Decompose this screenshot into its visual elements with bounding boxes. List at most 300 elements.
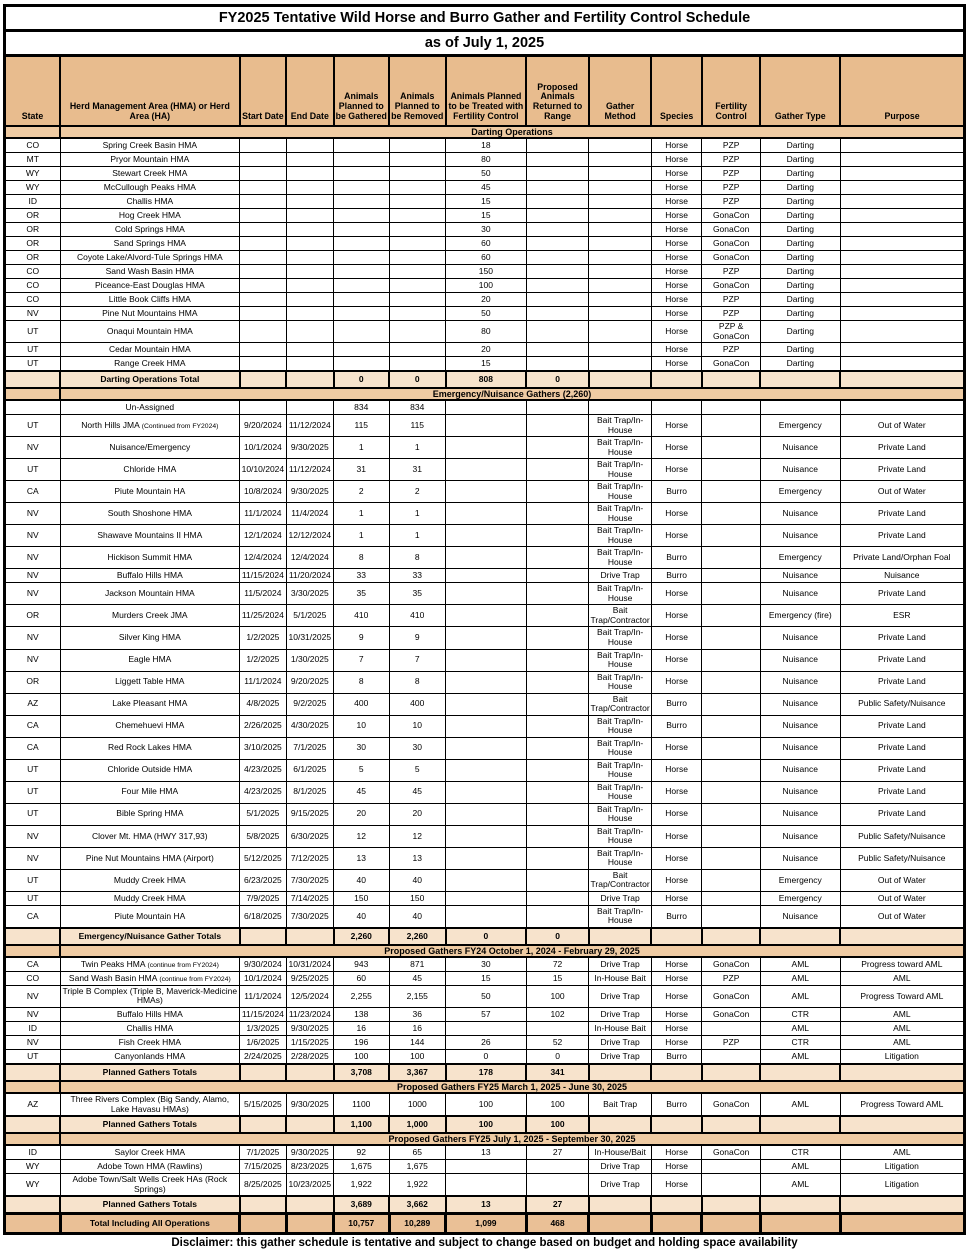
cell-state: UT: [5, 781, 61, 803]
section-title: Proposed Gathers FY25 July 1, 2025 - September 30, 2025: [60, 1133, 965, 1145]
cell-hma: [60, 195, 240, 209]
cell-start-date: 10/1/2024: [240, 437, 286, 459]
cell-returned: [526, 343, 589, 357]
cell-state: NV: [5, 503, 61, 525]
cell-hma: [60, 1007, 240, 1021]
cell-start-date: 10/1/2024: [240, 971, 286, 985]
cell-gathered: 31: [334, 459, 390, 481]
cell-gather-method: [589, 153, 652, 167]
cell-gathered: 3,689: [334, 1196, 390, 1214]
cell-species: Horse: [651, 671, 701, 693]
cell-state: OR: [5, 671, 61, 693]
cell-purpose: [840, 138, 964, 153]
cell-state: CA: [5, 737, 61, 759]
cell-returned: [526, 869, 589, 891]
cell-end-date: [286, 167, 333, 181]
cell-treated: 20: [446, 293, 527, 307]
cell-gathered: 35: [334, 583, 390, 605]
cell-state: WY: [5, 1174, 61, 1197]
cell-removed: 8: [389, 671, 446, 693]
table-row: [5, 737, 965, 759]
cell-species: Horse: [651, 251, 701, 265]
cell-hma: [60, 525, 240, 547]
cell-gather-method: Bait Trap/In-House: [589, 737, 652, 759]
cell-hma: [60, 905, 240, 928]
cell-purpose: Public Safety/Nuisance: [840, 825, 964, 847]
cell-species: Horse: [651, 415, 701, 437]
total-label: Emergency/Nuisance Gather Totals: [60, 928, 240, 945]
cell-treated: 30: [446, 223, 527, 237]
cell-gathered: 1: [334, 437, 390, 459]
cell-state: CO: [5, 279, 61, 293]
cell-gather-type: Darting: [760, 223, 840, 237]
cell-gathered: [334, 265, 390, 279]
cell-returned: [526, 825, 589, 847]
cell-returned: 0: [526, 928, 589, 945]
cell-purpose: Private Land: [840, 503, 964, 525]
cell-returned: 468: [526, 1214, 589, 1234]
cell-treated: [446, 781, 527, 803]
cell-state: CA: [5, 481, 61, 503]
cell-returned: [526, 891, 589, 905]
table-row: [5, 437, 965, 459]
cell-treated: [446, 481, 527, 503]
cell-state: [5, 1116, 61, 1133]
cell-gather-method: Bait Trap/In-House: [589, 825, 652, 847]
cell-gathered: 2,255: [334, 985, 390, 1007]
hma-name: Adobe Town/Salt Wells Creek HAs (Rock Springs): [72, 1174, 228, 1194]
table-row: [5, 957, 965, 972]
cell-fertility-control: [702, 503, 761, 525]
cell-purpose: [840, 223, 964, 237]
cell-gather-type: Darting: [760, 265, 840, 279]
cell-end-date: 9/2/2025: [286, 693, 333, 715]
cell-treated: [446, 649, 527, 671]
column-header-hma: Herd Management Area (HMA) or Herd Area (HA): [60, 56, 240, 127]
cell-removed: 10: [389, 715, 446, 737]
cell-purpose: [840, 279, 964, 293]
cell-gather-method: [589, 928, 652, 945]
cell-treated: 15: [446, 209, 527, 223]
cell-treated: 50: [446, 167, 527, 181]
cell-removed: 1: [389, 437, 446, 459]
column-header-species: Species: [651, 56, 701, 127]
cell-hma: [60, 223, 240, 237]
cell-purpose: [840, 357, 964, 372]
cell-gathered: 0: [334, 371, 390, 388]
hma-note: (Continued from FY2024): [141, 422, 219, 430]
hma-name: Silver King HMA: [118, 632, 181, 643]
cell-fertility-control: GonaCon: [702, 209, 761, 223]
cell-treated: [446, 1021, 527, 1035]
cell-treated: 45: [446, 181, 527, 195]
cell-end-date: 5/1/2025: [286, 605, 333, 627]
cell-returned: [526, 605, 589, 627]
cell-gather-type: Darting: [760, 138, 840, 153]
cell-gather-type: CTR: [760, 1035, 840, 1049]
cell-start-date: [240, 251, 286, 265]
cell-purpose: Private Land: [840, 715, 964, 737]
cell-species: Horse: [651, 307, 701, 321]
cell-fertility-control: GonaCon: [702, 1093, 761, 1116]
cell-state: CA: [5, 957, 61, 972]
cell-purpose: Out of Water: [840, 905, 964, 928]
cell-gathered: 196: [334, 1035, 390, 1049]
cell-hma: [60, 293, 240, 307]
cell-gather-type: Nuisance: [760, 671, 840, 693]
cell-start-date: [240, 195, 286, 209]
cell-hma: [60, 971, 240, 985]
hma-note: (continue from FY2024): [147, 961, 219, 969]
cell-gather-method: Drive Trap: [589, 1035, 652, 1049]
cell-fertility-control: [702, 583, 761, 605]
cell-hma: [60, 847, 240, 869]
cell-gather-method: Drive Trap: [589, 1007, 652, 1021]
cell-end-date: [286, 181, 333, 195]
cell-gather-type: [760, 371, 840, 388]
cell-end-date: 1/30/2025: [286, 649, 333, 671]
cell-start-date: [240, 307, 286, 321]
cell-start-date: 4/23/2025: [240, 781, 286, 803]
cell-end-date: 4/30/2025: [286, 715, 333, 737]
cell-end-date: 9/30/2025: [286, 1021, 333, 1035]
cell-removed: 45: [389, 971, 446, 985]
cell-removed: 0: [389, 371, 446, 388]
cell-end-date: 1/15/2025: [286, 1035, 333, 1049]
cell-fertility-control: [702, 671, 761, 693]
cell-purpose: [840, 343, 964, 357]
cell-gather-type: Darting: [760, 237, 840, 251]
cell-fertility-control: [702, 847, 761, 869]
cell-start-date: [240, 293, 286, 307]
cell-state: OR: [5, 251, 61, 265]
cell-treated: 80: [446, 153, 527, 167]
table-row: [5, 343, 965, 357]
cell-state: CO: [5, 971, 61, 985]
cell-returned: [526, 759, 589, 781]
cell-treated: 1,099: [446, 1214, 527, 1234]
cell-gathered: 30: [334, 737, 390, 759]
cell-gather-method: In-House Bait: [589, 971, 652, 985]
cell-species: Burro: [651, 715, 701, 737]
cell-species: Horse: [651, 759, 701, 781]
cell-gather-type: Nuisance: [760, 847, 840, 869]
cell-gathered: 1: [334, 503, 390, 525]
cell-removed: [389, 251, 446, 265]
cell-purpose: Out of Water: [840, 415, 964, 437]
cell-gathered: 943: [334, 957, 390, 972]
cell-end-date: [286, 279, 333, 293]
cell-hma: [60, 181, 240, 195]
cell-removed: 10,289: [389, 1214, 446, 1234]
cell-gather-method: [589, 321, 652, 343]
table-row: [5, 279, 965, 293]
cell-removed: 40: [389, 905, 446, 928]
cell-end-date: 9/30/2025: [286, 1093, 333, 1116]
table-row: [5, 1093, 965, 1116]
cell-removed: 8: [389, 547, 446, 569]
cell-treated: [446, 715, 527, 737]
hma-name: Coyote Lake/Alvord-Tule Springs HMA: [76, 251, 223, 262]
section-total-row: [5, 1196, 965, 1214]
cell-gathered: 410: [334, 605, 390, 627]
cell-purpose: [840, 307, 964, 321]
cell-species: Horse: [651, 1035, 701, 1049]
cell-species: Horse: [651, 1160, 701, 1174]
cell-removed: 5: [389, 759, 446, 781]
cell-gather-type: [760, 1116, 840, 1133]
cell-hma: [60, 985, 240, 1007]
cell-gathered: 2,260: [334, 928, 390, 945]
table-row: [5, 293, 965, 307]
cell-gathered: 400: [334, 693, 390, 715]
cell-end-date: [286, 209, 333, 223]
cell-gather-type: Nuisance: [760, 583, 840, 605]
cell-removed: 2: [389, 481, 446, 503]
cell-end-date: 3/30/2025: [286, 583, 333, 605]
cell-purpose: [840, 400, 964, 415]
hma-name: Murders Creek JMA: [112, 610, 188, 621]
cell-start-date: [240, 237, 286, 251]
cell-purpose: [840, 321, 964, 343]
table-row: [5, 1049, 965, 1064]
cell-species: Horse: [651, 293, 701, 307]
cell-fertility-control: [702, 1049, 761, 1064]
cell-hma: [60, 415, 240, 437]
cell-hma: [60, 1145, 240, 1160]
cell-end-date: 11/20/2024: [286, 569, 333, 583]
cell-removed: 1,922: [389, 1174, 446, 1197]
cell-purpose: [840, 167, 964, 181]
table-row: [5, 181, 965, 195]
cell-returned: 102: [526, 1007, 589, 1021]
cell-treated: 178: [446, 1064, 527, 1081]
cell-species: Horse: [651, 891, 701, 905]
cell-removed: [389, 279, 446, 293]
cell-start-date: [240, 181, 286, 195]
cell-end-date: 9/30/2025: [286, 437, 333, 459]
cell-returned: [526, 237, 589, 251]
cell-start-date: 5/8/2025: [240, 825, 286, 847]
hma-name: Piceance-East Douglas HMA: [95, 279, 205, 290]
cell-gather-method: [589, 167, 652, 181]
cell-gather-method: [589, 1196, 652, 1214]
cell-gather-type: AML: [760, 985, 840, 1007]
cell-fertility-control: [702, 400, 761, 415]
table-row: [5, 167, 965, 181]
cell-hma: [60, 649, 240, 671]
hma-name: Three Rivers Complex (Big Sandy, Alamo, Lake Havasu HMAs): [70, 1094, 230, 1114]
cell-treated: [446, 891, 527, 905]
cell-hma: [60, 1021, 240, 1035]
cell-state: AZ: [5, 1093, 61, 1116]
cell-start-date: [240, 209, 286, 223]
column-header-gathered: Animals Planned to be Gathered: [334, 56, 390, 127]
cell-end-date: [286, 293, 333, 307]
cell-treated: [446, 437, 527, 459]
cell-hma: [60, 1174, 240, 1197]
cell-purpose: Out of Water: [840, 481, 964, 503]
cell-species: [651, 1196, 701, 1214]
cell-state: UT: [5, 343, 61, 357]
cell-removed: [389, 343, 446, 357]
cell-gather-type: Nuisance: [760, 459, 840, 481]
cell-gather-method: Bait Trap/In-House: [589, 649, 652, 671]
cell-fertility-control: [702, 1064, 761, 1081]
cell-gather-method: [589, 223, 652, 237]
cell-start-date: 2/24/2025: [240, 1049, 286, 1064]
cell-returned: [526, 547, 589, 569]
cell-species: Horse: [651, 153, 701, 167]
cell-purpose: Litigation: [840, 1049, 964, 1064]
cell-gather-type: Nuisance: [760, 825, 840, 847]
cell-end-date: 12/4/2024: [286, 547, 333, 569]
cell-species: Horse: [651, 971, 701, 985]
hma-name: Liggett Table HMA: [115, 676, 185, 687]
cell-species: Horse: [651, 627, 701, 649]
table-row: [5, 307, 965, 321]
cell-gather-type: [760, 928, 840, 945]
cell-gathered: [334, 209, 390, 223]
cell-state: UT: [5, 869, 61, 891]
cell-gather-method: [589, 357, 652, 372]
cell-gather-type: CTR: [760, 1007, 840, 1021]
hma-name: Little Book Cliffs HMA: [108, 293, 191, 304]
cell-treated: [446, 525, 527, 547]
cell-end-date: 7/30/2025: [286, 869, 333, 891]
cell-removed: 20: [389, 803, 446, 825]
cell-removed: [389, 293, 446, 307]
cell-species: Horse: [651, 503, 701, 525]
cell-species: Horse: [651, 1021, 701, 1035]
cell-start-date: 7/9/2025: [240, 891, 286, 905]
cell-fertility-control: PZP: [702, 1035, 761, 1049]
cell-purpose: [840, 1116, 964, 1133]
cell-state: UT: [5, 759, 61, 781]
cell-removed: 9: [389, 627, 446, 649]
cell-start-date: [240, 1196, 286, 1214]
column-header-fertility-control: Fertility Control: [702, 56, 761, 127]
cell-purpose: Public Safety/Nuisance: [840, 693, 964, 715]
cell-start-date: 4/23/2025: [240, 759, 286, 781]
cell-gather-type: Emergency: [760, 891, 840, 905]
cell-end-date: 11/12/2024: [286, 415, 333, 437]
cell-hma: [60, 279, 240, 293]
cell-returned: [526, 737, 589, 759]
cell-returned: [526, 569, 589, 583]
cell-gathered: 834: [334, 400, 390, 415]
cell-treated: [446, 415, 527, 437]
cell-gathered: [334, 237, 390, 251]
cell-removed: 410: [389, 605, 446, 627]
cell-purpose: Private Land: [840, 459, 964, 481]
cell-gather-method: Bait Trap/In-House: [589, 503, 652, 525]
cell-treated: 80: [446, 321, 527, 343]
table-row: [5, 649, 965, 671]
cell-returned: [526, 153, 589, 167]
cell-treated: [446, 869, 527, 891]
cell-state: ID: [5, 195, 61, 209]
cell-removed: 13: [389, 847, 446, 869]
section-band-side: [5, 126, 61, 138]
cell-gather-type: Darting: [760, 153, 840, 167]
cell-gather-method: Drive Trap: [589, 957, 652, 972]
cell-hma: [60, 825, 240, 847]
cell-treated: 13: [446, 1145, 527, 1160]
cell-purpose: Private Land: [840, 437, 964, 459]
cell-treated: [446, 803, 527, 825]
cell-gathered: 40: [334, 905, 390, 928]
cell-end-date: 11/23/2024: [286, 1007, 333, 1021]
cell-hma: [60, 357, 240, 372]
cell-hma: [60, 1093, 240, 1116]
cell-end-date: [286, 1116, 333, 1133]
cell-gathered: 1,100: [334, 1116, 390, 1133]
cell-species: Burro: [651, 1049, 701, 1064]
hma-name: Jackson Mountain HMA: [104, 588, 195, 599]
cell-start-date: 8/25/2025: [240, 1174, 286, 1197]
cell-removed: [389, 153, 446, 167]
cell-state: WY: [5, 167, 61, 181]
cell-state: [5, 371, 61, 388]
table-row: [5, 781, 965, 803]
cell-gather-method: Bait Trap/Contractor: [589, 693, 652, 715]
table-row: [5, 153, 965, 167]
cell-treated: [446, 569, 527, 583]
cell-fertility-control: [702, 415, 761, 437]
column-header-purpose: Purpose: [840, 56, 964, 127]
cell-returned: 27: [526, 1196, 589, 1214]
cell-fertility-control: PZP: [702, 265, 761, 279]
cell-fertility-control: [702, 547, 761, 569]
cell-treated: 15: [446, 195, 527, 209]
cell-gather-type: Nuisance: [760, 503, 840, 525]
hma-name: Red Rock Lakes HMA: [108, 742, 192, 753]
cell-treated: [446, 825, 527, 847]
table-row: [5, 715, 965, 737]
cell-hma: [60, 400, 240, 415]
cell-fertility-control: GonaCon: [702, 957, 761, 972]
table-row: [5, 223, 965, 237]
column-header-gather-method: Gather Method: [589, 56, 652, 127]
cell-gather-type: Nuisance: [760, 781, 840, 803]
disclaimer-text: Disclaimer: this gather schedule is tentative and subject to change based on budget and holding space availability: [171, 1237, 798, 1250]
cell-gathered: [334, 251, 390, 265]
cell-gather-type: [760, 1064, 840, 1081]
cell-start-date: [240, 279, 286, 293]
cell-state: NV: [5, 569, 61, 583]
cell-state: WY: [5, 1160, 61, 1174]
cell-hma: [60, 803, 240, 825]
cell-start-date: 1/2/2025: [240, 627, 286, 649]
cell-species: Burro: [651, 1093, 701, 1116]
cell-end-date: 11/12/2024: [286, 459, 333, 481]
cell-species: Horse: [651, 737, 701, 759]
table-row: [5, 985, 965, 1007]
hma-name: Four Mile HMA: [121, 786, 179, 797]
table-row: [5, 400, 965, 415]
cell-purpose: Private Land: [840, 737, 964, 759]
cell-removed: 1: [389, 525, 446, 547]
cell-state: NV: [5, 847, 61, 869]
cell-state: CA: [5, 905, 61, 928]
cell-gathered: 8: [334, 671, 390, 693]
cell-gathered: 3,708: [334, 1064, 390, 1081]
cell-state: MT: [5, 153, 61, 167]
cell-gather-type: Emergency: [760, 869, 840, 891]
hma-name: Challis HMA: [126, 195, 174, 206]
cell-state: CA: [5, 715, 61, 737]
